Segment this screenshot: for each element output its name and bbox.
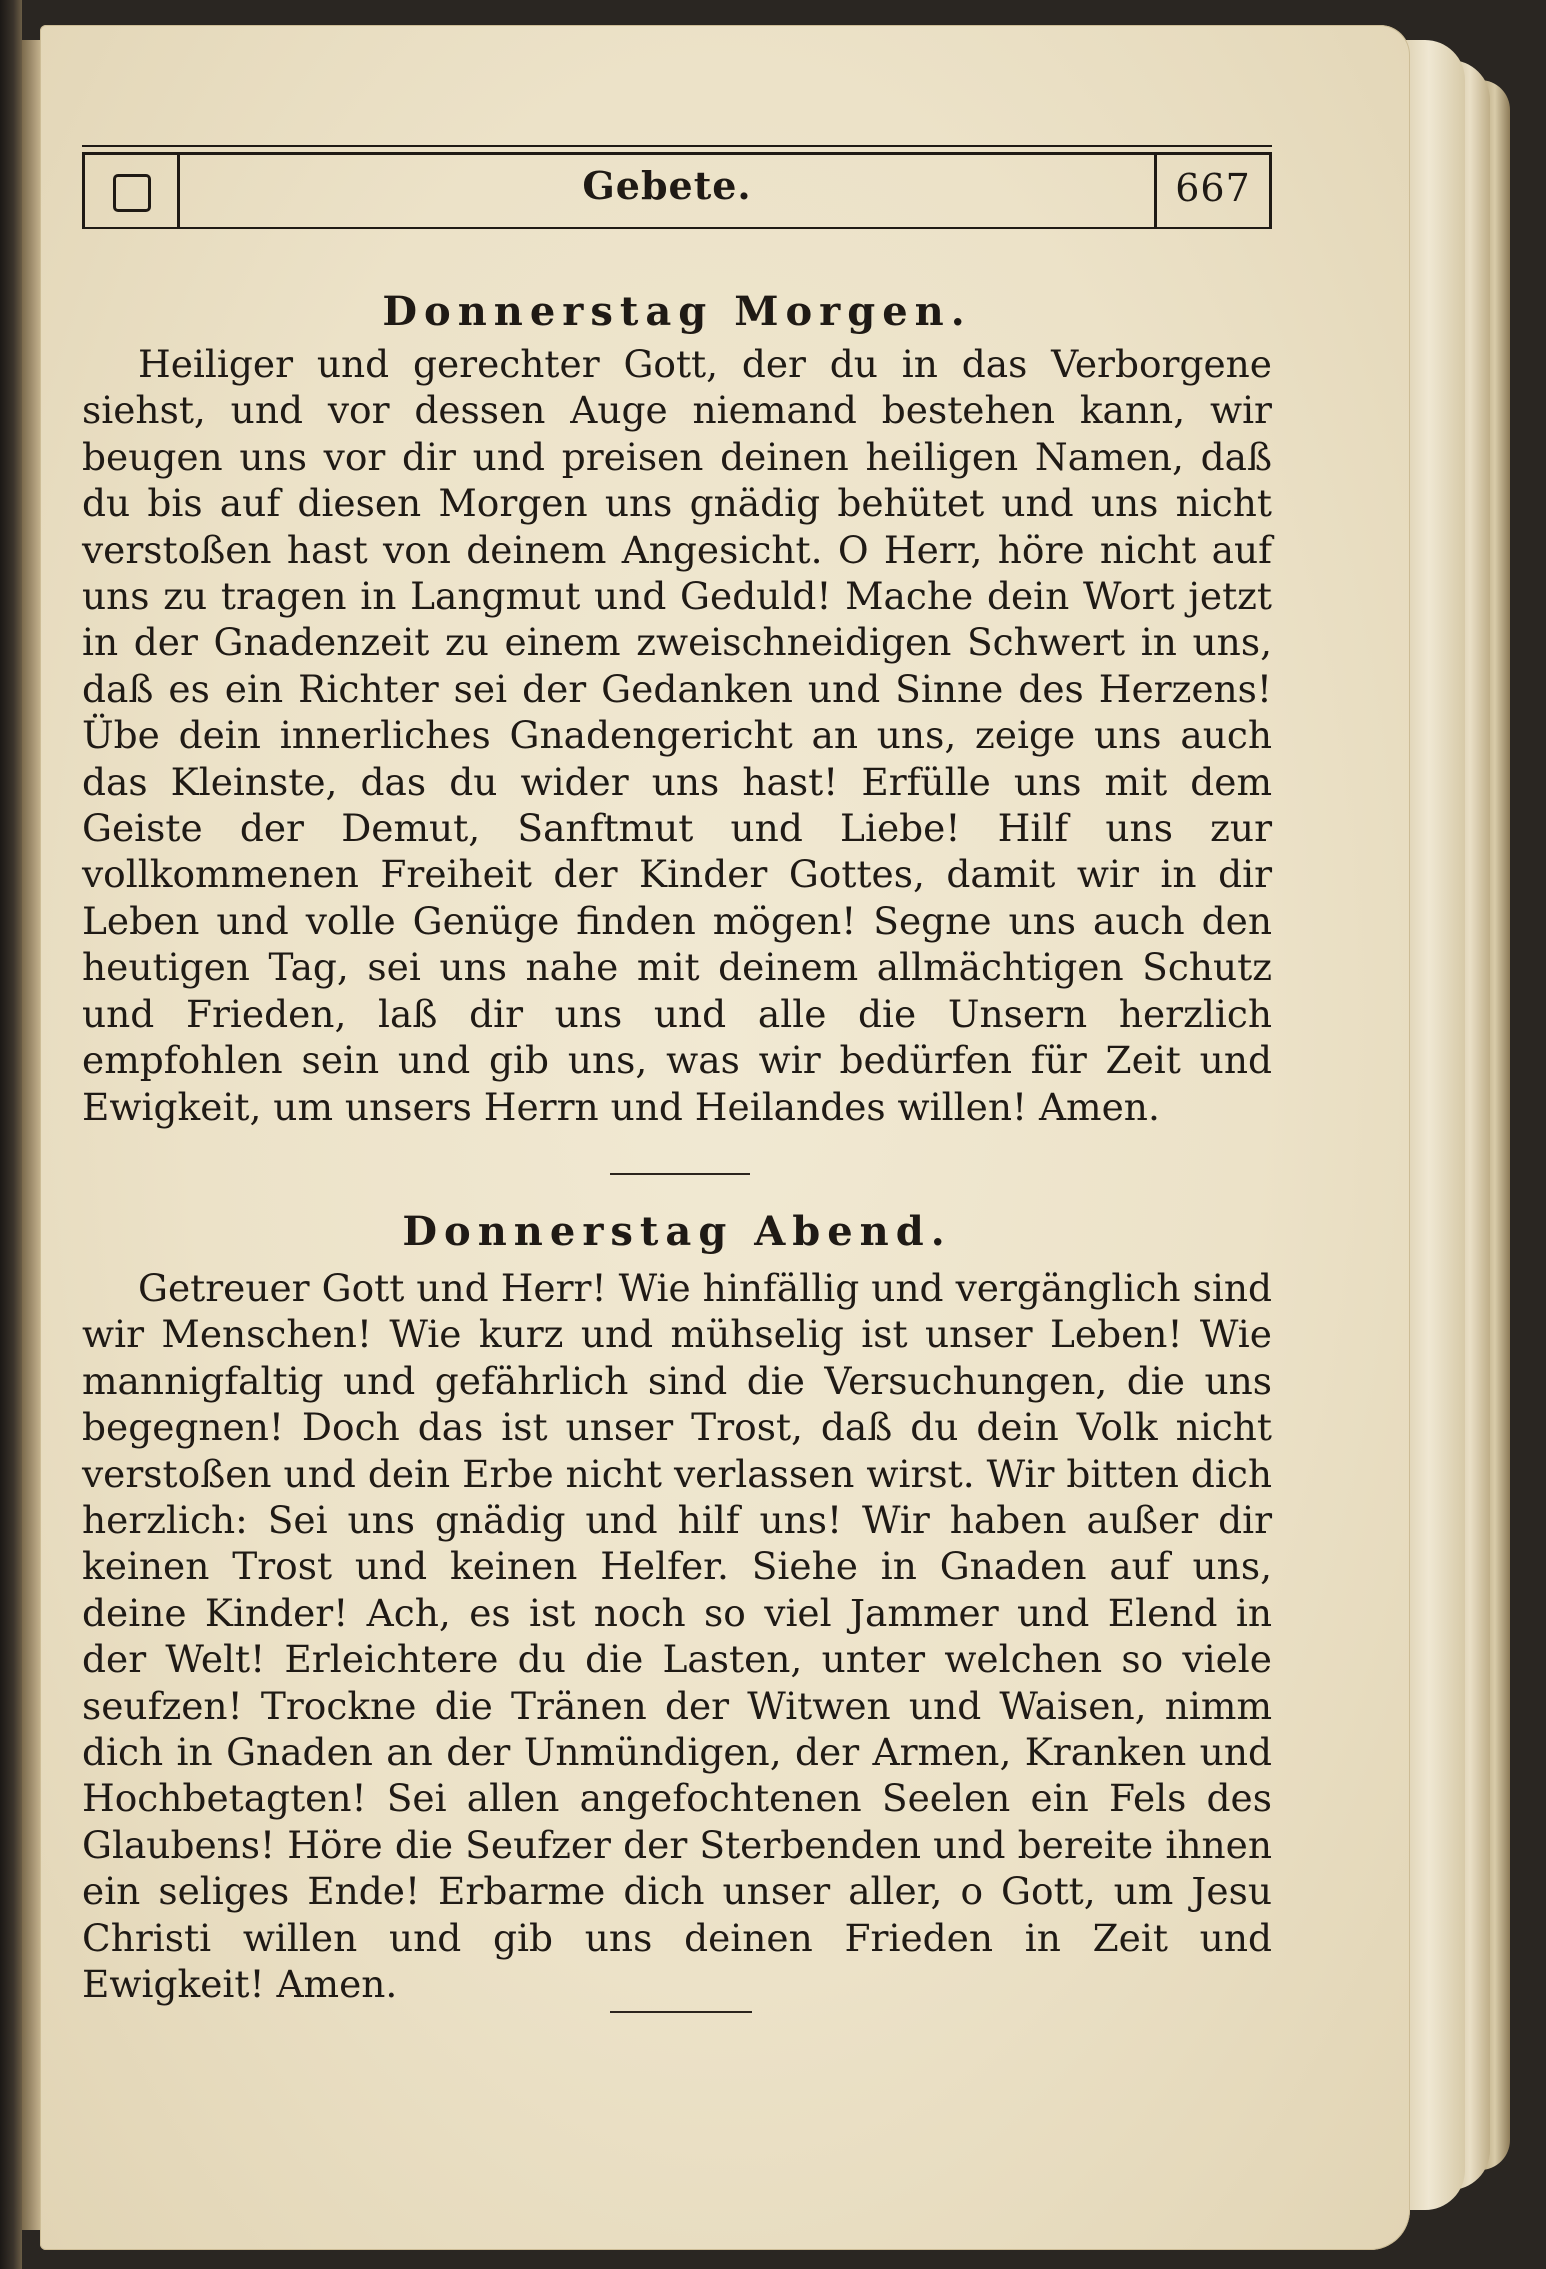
section-divider xyxy=(610,1173,750,1175)
header-rule xyxy=(82,227,1272,229)
running-title: Gebete. xyxy=(582,163,752,208)
page-number: 667 xyxy=(1175,166,1251,210)
header-left-box xyxy=(82,152,180,227)
header-right-box xyxy=(1154,152,1272,227)
square-ornament-icon xyxy=(113,174,151,212)
header-rule xyxy=(82,145,1272,147)
book-cover-edge xyxy=(0,0,22,2269)
header-rule xyxy=(82,152,1272,155)
end-divider xyxy=(610,2011,752,2013)
section-title-morning: Donnerstag Morgen. xyxy=(382,288,972,335)
section-title-evening: Donnerstag Abend. xyxy=(402,1208,952,1255)
prayer-text-morning: Heiliger und gerechter Gott, der du in das Verborgene siehst, und vor dessen Auge niemand bestehen kann, wir beugen uns vor dir und preisen deinen heiligen Namen, daß du bis auf diesen Morgen uns gnädig behütet und uns nicht verstoßen hast von deinem Angesicht. O Herr, höre nicht auf uns zu tragen in Langmut und Geduld! Mache dein Wort jetzt in der Gnadenzeit zu einem zweischneidigen Schwert in uns, daß es ein Richter sei der Gedanken und Sinne des Herzens! Übe dein innerliches Gnadengericht an uns, zeige uns auch das Kleinste, das du wider uns hast! Erfülle uns mit dem Geiste der Demut, Sanftmut und Liebe! Hilf uns zur vollkommenen Freiheit der Kinder Gottes, damit wir in dir Leben und volle Genüge finden mögen! Segne uns auch den heutigen Tag, sei uns nahe mit deinem allmächtigen Schutz und Frieden, laß dir uns und alle die Unsern herzlich empfohlen sein und gib uns, was wir bedürfen für Zeit und Ewigkeit, um unsers Herrn und Heilandes willen! Amen. xyxy=(82,342,1272,1129)
running-header xyxy=(82,145,1272,229)
page-stack-edge xyxy=(1405,40,1465,2210)
prayer-text-evening: Getreuer Gott und Herr! Wie hinfällig und vergänglich sind wir Menschen! Wie kurz und mühselig ist unser Leben! Wie mannigfaltig und gefährlich sind die Versuchungen, die uns begegnen! Doch das ist unser Trost, daß du dein Volk nicht verstoßen und dein Erbe nicht verlassen wirst. Wir bitten dich herzlich: Sei uns gnädig und hilf uns! Wir haben außer dir keinen Trost und keinen Helfer. Siehe in Gnaden auf uns, deine Kinder! Ach, es ist noch so viel Jammer und Elend in der Welt! Erleichtere du die Lasten, unter welchen so viele seufzen! Trockne die Tränen der Witwen und Waisen, nimm dich in Gnaden an der Unmündigen, der Armen, Kranken und Hochbetagten! Sei allen angefochtenen Seelen ein Fels des Glaubens! Höre die Seufzer der Sterbenden und bereite ihnen ein seliges Ende! Erbarme dich unser aller, o Gott, um Jesu Christi willen und gib uns deinen Frieden in Zeit und Ewigkeit! Amen. xyxy=(82,1266,1272,2007)
